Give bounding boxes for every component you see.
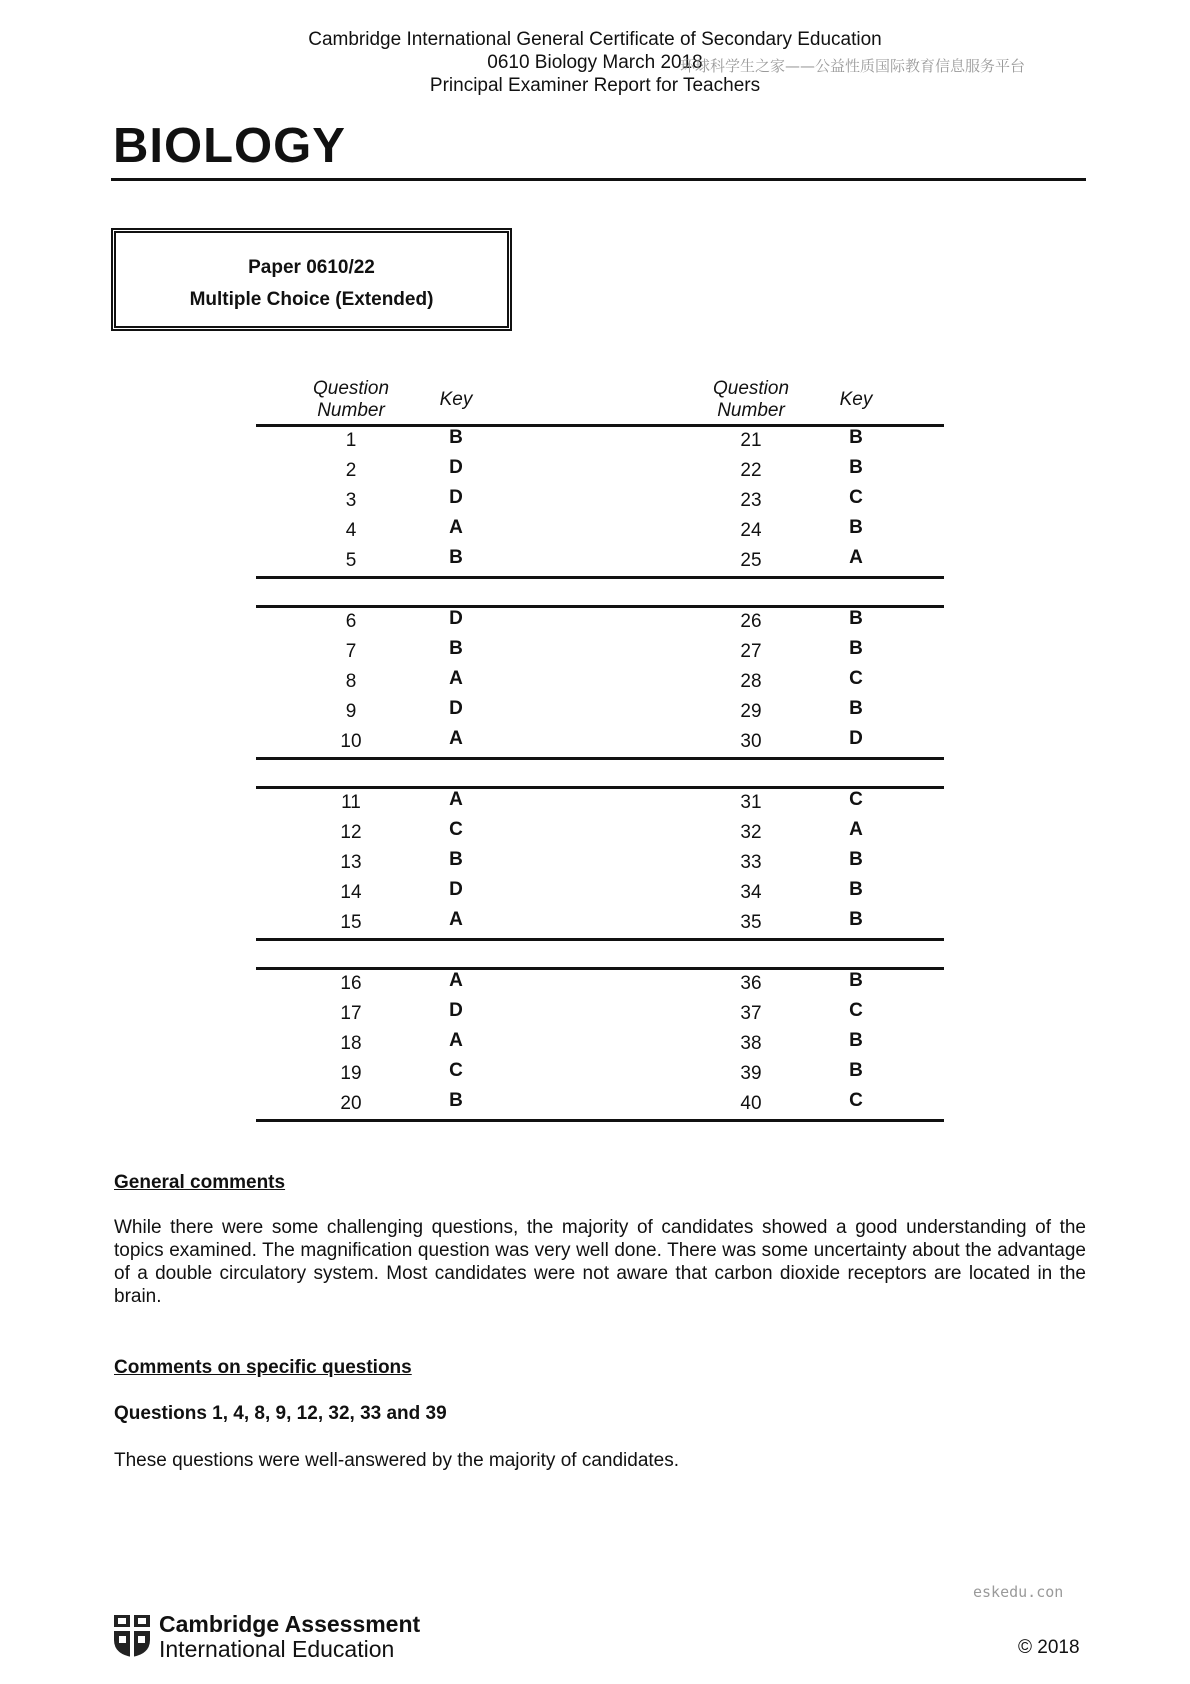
answer-key: D	[449, 698, 463, 719]
answer-key: B	[849, 638, 863, 659]
question-number: 8	[345, 671, 357, 692]
question-number: 27	[740, 641, 762, 662]
header-question-number-left	[296, 378, 406, 422]
header-qualification: Cambridge International General Certificate of Secondary Education	[308, 29, 882, 50]
general-comments-text: While there were some challenging questions, the majority of candidates showed a good understanding of the topics examined. The magnification question was very well done. There was some uncertainty about the advantage of a double circulatory system. Most candidates were not aware that carbon dioxide receptors are located in the brain.	[114, 1217, 1086, 1307]
table-rule	[256, 576, 944, 579]
title-divider	[111, 178, 1086, 181]
answer-key: C	[849, 789, 863, 810]
header-question-word: Question	[712, 378, 790, 399]
question-number: 13	[340, 852, 362, 873]
table-rule	[256, 938, 944, 941]
answer-key: D	[449, 1000, 463, 1021]
answer-key: B	[449, 1090, 463, 1111]
answer-key: A	[449, 1030, 463, 1051]
question-number: 40	[740, 1093, 762, 1114]
question-number: 16	[340, 973, 362, 994]
answer-key: A	[849, 819, 863, 840]
answer-key: D	[449, 879, 463, 900]
question-number: 24	[740, 520, 762, 541]
answer-key: D	[849, 728, 863, 749]
answer-key: A	[449, 517, 463, 538]
question-number: 4	[345, 520, 357, 541]
answer-key: D	[449, 457, 463, 478]
question-number: 7	[345, 641, 357, 662]
answer-key: C	[849, 487, 863, 508]
site-watermark: eskedu.con	[973, 1583, 1064, 1601]
header-key-right: Key	[839, 389, 873, 410]
answer-key: A	[849, 547, 863, 568]
question-number: 14	[340, 882, 362, 903]
copyright: © 2018	[1018, 1637, 1080, 1658]
answer-key: B	[849, 517, 863, 538]
paper-type: Multiple Choice (Extended)	[189, 289, 434, 310]
logo-wordmark	[159, 1612, 420, 1662]
question-number: 2	[345, 460, 357, 481]
question-number: 9	[345, 701, 357, 722]
question-number: 33	[740, 852, 762, 873]
question-number: 1	[345, 430, 357, 451]
question-number: 17	[340, 1003, 362, 1024]
question-number: 28	[740, 671, 762, 692]
question-number: 36	[740, 973, 762, 994]
answer-key: B	[449, 849, 463, 870]
answer-key: B	[849, 970, 863, 991]
answer-key: C	[449, 1060, 463, 1081]
shield-icon	[113, 1614, 151, 1658]
question-number: 5	[345, 550, 357, 571]
header-key-left: Key	[439, 389, 473, 410]
answer-key: B	[449, 638, 463, 659]
logo-line-1: Cambridge Assessment	[159, 1611, 421, 1637]
question-number: 12	[340, 822, 362, 843]
question-number: 32	[740, 822, 762, 843]
answer-key: C	[849, 1000, 863, 1021]
question-number: 23	[740, 490, 762, 511]
logo-line-2: International Education	[159, 1636, 395, 1662]
header-report-type: Principal Examiner Report for Teachers	[429, 75, 761, 96]
answer-key: B	[849, 1030, 863, 1051]
watermark-text: 环球科学生之家——公益性质国际教育信息服务平台	[680, 57, 1026, 75]
page-title: BIOLOGY	[113, 119, 346, 173]
question-number: 18	[340, 1033, 362, 1054]
answer-key: A	[449, 909, 463, 930]
cambridge-logo	[113, 1611, 421, 1662]
header-number-word: Number	[317, 400, 385, 421]
question-number: 15	[340, 912, 362, 933]
question-number: 3	[345, 490, 357, 511]
question-number: 20	[340, 1093, 362, 1114]
question-number: 19	[340, 1063, 362, 1084]
answer-key: A	[449, 728, 463, 749]
answer-key: D	[449, 487, 463, 508]
answer-key: B	[849, 849, 863, 870]
question-number: 38	[740, 1033, 762, 1054]
answer-key: B	[849, 698, 863, 719]
paper-code: Paper 0610/22	[248, 257, 375, 278]
general-comments-heading: General comments	[114, 1172, 286, 1193]
question-number: 39	[740, 1063, 762, 1084]
answer-key: A	[449, 668, 463, 689]
header-syllabus: 0610 Biology March 2018	[487, 52, 703, 73]
answer-key: B	[449, 427, 463, 448]
header-question-word: Question	[312, 378, 390, 399]
header-question-number-right	[696, 378, 806, 422]
answer-key: A	[449, 970, 463, 991]
answer-key: C	[849, 1090, 863, 1111]
table-rule	[256, 1119, 944, 1122]
header-number-word: Number	[717, 400, 785, 421]
question-number: 26	[740, 611, 762, 632]
answer-key: D	[449, 608, 463, 629]
answer-key: B	[849, 608, 863, 629]
specific-comments-heading: Comments on specific questions	[114, 1357, 412, 1378]
question-number: 6	[345, 611, 357, 632]
answer-key: B	[849, 427, 863, 448]
answer-key: B	[449, 547, 463, 568]
question-number: 35	[740, 912, 762, 933]
question-number: 30	[740, 731, 762, 752]
question-number: 11	[341, 792, 361, 813]
answer-key: B	[849, 457, 863, 478]
answer-key: B	[849, 1060, 863, 1081]
question-number: 22	[740, 460, 762, 481]
question-number: 10	[340, 731, 362, 752]
question-number: 34	[740, 882, 762, 903]
answer-key: B	[849, 909, 863, 930]
question-number: 21	[740, 430, 762, 451]
question-number: 37	[740, 1003, 762, 1024]
answer-key: A	[449, 789, 463, 810]
questions-comment-text: These questions were well-answered by the majority of candidates.	[114, 1450, 680, 1471]
answer-key: B	[849, 879, 863, 900]
answer-key: C	[449, 819, 463, 840]
paper-box	[111, 228, 512, 331]
question-number: 31	[740, 792, 762, 813]
question-number: 25	[740, 550, 762, 571]
question-number: 29	[740, 701, 762, 722]
questions-subheading: Questions 1, 4, 8, 9, 12, 32, 33 and 39	[114, 1403, 447, 1424]
answer-key: C	[849, 668, 863, 689]
table-rule	[256, 757, 944, 760]
